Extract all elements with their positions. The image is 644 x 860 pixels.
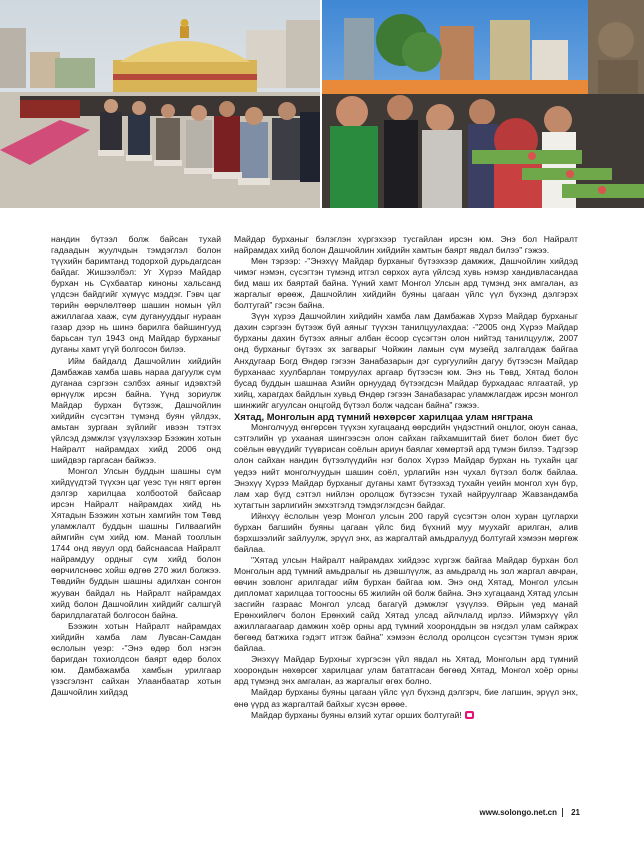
article-paragraph: Ийм байдалд Дашчойлин хийдийн Дамбажав хамба шавь нараа дагуулж сүм дуганаа сэргээн сэлбэх аяныг идэвхтэй өрнүүлж ирсэн байна. Үүнд зориулж Майдар бурхан бүтээж, Дашчойлин хийдийн сүсэгтэн түмэнд буян үйлдэх, амьтан зургаан зүйлийг ивээн тэтгэх үйлсэд дэмжлэг үзүүлэхээр Бээжин хотын Найралт найрамдах хийд 2006 онд шийдвэр гаргасан байжээ.: [51, 355, 221, 465]
ceremony-crowd-photo: [0, 0, 320, 208]
article-paragraph: Бээжин хотын Найралт найрамдах хийдийн хамба лам Лувсан-Самдан өслолын үеэр: -"Энэ өдөр бол нэгэн баригдан тохиолдсон баярт өдөр болох юм. Дамбажамба хамбын урилгаар үзэсгэлэнт сайхан Улаанбаатар хотын Дашчойлин хийдэд: [51, 620, 221, 697]
closing-text: Майдар бурханы буяны өлзий хутаг орших болтугай!: [251, 709, 462, 720]
section-heading: Хятад, Монголын ард түмний нөхөрсөг харилцаа улам нягтрана: [234, 410, 533, 422]
article-paragraph: Зүүн хүрээ Дашчойлин хийдийн хамба лам Дамбажав Хүрээ Майдар бурханыг дахин сэргээн бүтээж бүй аяныг түүхэн танилцуулахдаа: -"2005 онд Хүрээ Майдар бурханы дахин бүтээх аяныг албан ёсоор сүсэгтэн олон нийтэд танилцуулж, 2007 онд бурханыг бүтээх эх загварыг Чойжин ламын сүм музейд залгалдаж байгаа Анхдугаар Богд Өндөр гэгээн Занабазарын дэг сургуулийн дагуу бүтээсэн Майдар бурханаас хуулбарлан томруулах аргаар бүтээсэн юм. Энэ нь Төвд, Хятад болон бусад буддын шашнаа Азийн орнуудад бүтээгдсэн Майдар бурхадаас ялгаатай, ур хийц, харагдах байдлын хувьд Өндөр гэгээн Занабазарас уламжлагдаж ирсэн монгол шинжийг агуулсан онцгойд бүтээл болж чадсан байна" гэжээ.: [234, 311, 578, 410]
end-of-article-mark-icon: [465, 711, 474, 719]
article-paragraph: Монголчууд өнгөрсөн түүхэн хугацаанд өөрсдийн үндэстний онцлог, оюун санаа, сэтгэлийн үр ухааная шингээсэн олон сайхан гайхамшигтай биет болон биет бус соёлын өвүүдийг түүврисан соёлын ариун баялаг хөмөртэй ард түмэн билээ. Тэдгээр олон сайхан нандин бүтээлүүдийн нэг болох Хүрээ Майдар бурхан нь тухайн цаг үедээ нийт монголчуудын шашин соёл, урлагийн нэн чухал бүтээл болж байлаа. Энэхүү Хүрээ Майдар бурханыг дуганы хамт бүтээхэд тухайн үеийн монгол хүн бүр, лам хар бүгд сэтгэл нийлэн оролцож бүтээсэн тухай найруулгаар Жавзандамба хутагтын зарлигийн эмхэтгэлд тэмдэглэгдсэн байдаг.: [234, 422, 578, 510]
article-paragraph: нандин бүтээл болж байсан тухай гадаадын жуулчдын тэмдэглэл болон түүхийн баримтанд тодорхой дурьдагдсан байдаг. Жишээлбэл: Уг Хүрээ Майдар бурхан нь Сүхбаатар киноны хальсанд үлдсэн байдгийг хүмүүс мэддэг. Гэвч цаг төрийн өөрчлөлтөөр шашин номын үйл ажиллагаа хааж, сүм дуганууддыг нураан газар дээр нь шинэ барилга байшингууд барьсан тул 1943 онд Майдар бурханыг дуганы хамт үгүй болгосон билээ.: [51, 234, 221, 355]
article-paragraph: Мөн тэрээр: -"Энэхүү Майдар бурханыг бүтээхээр дамжиж, Дашчойлин хийдэд чимэг нэмэн, сүсэгтэн түмэнд итгэл сөрхох ауга үйлсэд хувь нэмэр хандивласандаа бид маш их баяртай байна. Үүний хамт Монгол Улсын ард түмэнд энх амгалан, аз жаргалыг өрөөж, Дашчойлин хийдийн буяны цагаан үйлс үүл бүхэнд дэлгэрэх болтугай" гэсэн байна.: [234, 256, 578, 311]
article-right-column: [234, 234, 578, 721]
page-number: 21: [571, 808, 580, 817]
photo-strip: [0, 0, 644, 208]
article-paragraph: Ийнхүү ёслолын үеэр Монгол улсын 200 гаруй сүсэгтэн олон хуран цуглархи бурхан багшийн буяны цагаан үйлс бид бүхний муу муухайг арилган, алив бэрхшээлийг зайлуулж, эрүүл энх, аз жаргалтай амьдралууд болтугай хэмээн мөргөж байлаа.: [234, 510, 578, 554]
page-footer: [460, 807, 590, 821]
footer-divider: [562, 808, 563, 817]
article-paragraph: Майдар бурханы буяны цагаан үйлс үүл бүхэнд дэлгэрч, бие лагшин, эрүүл энх, өнө үүрд аз жаргалтай байхыг хүсэн өрөөе.: [234, 687, 578, 709]
article-closing-line: [234, 710, 578, 721]
article-left-column: [51, 234, 221, 698]
article-paragraph: Майдар бурханыг бэлэглэн хүргэхээр тусгайлан ирсэн юм. Энэ бол Найралт найрамдах хийд болон Дашчойлин хийдийн хамтын баярт явдал билээ" гэжээ.: [234, 234, 578, 256]
article-paragraph: Энэхүү Майдар Бурхныг хүргэсэн үйл явдал нь Хятад, Монголын ард түмний хоорондын нөхөрсөг харилцааг улам бататгасан бөгөөд Хятад, Монгол хоёр орны ард түмэнд энх амгалан, аз жаргалыг өгөх болно.: [234, 654, 578, 687]
article-paragraph: "Хятад улсын Найралт найрамдах хийдээс хүргэж байгаа Майдар бурхан бол Монголын ард түмний амьдралыг нь дэвшлүүлж, аз амьдралд нь зол жаргал авчран, өвчин зовлонг арилгадаг ийм бурхан байгаа юм. Энэ онд Хятад, Монгол улсын дипломат харилцаа тогтоосны 65 жилийн ой болж байна. Энэ хугацаанд Хятад улсын засгийн газраас Монгол улсад багагүй дэмжлэг үзүүлээ. Өйрын үед манай Ерөнхийлөгч болон Ерөнхий сайд Хятад улсад айлчлалд ирлээ. Иймэрхүү үйл ажиллагаагаар дамжин хоёр орны ард түмний хооронддын эв нэгдэл улам сайжрах бөгөөд батжиха гэдэгт итгэж байна" хэмээн ёслолд оролцсон сүсэгтэн түмэн яриж байлаа.: [234, 554, 578, 654]
offering-crowd-photo: [322, 0, 644, 208]
website-url[interactable]: www.solongo.net.cn: [479, 808, 557, 817]
article-paragraph: Монгол Улсын буддын шашны сүм хийдүүдтэй түүхэн цаг үеэс түн нягт өргөн дэлгэр харилцаа холбоотой байсаар ирсэн Найралт найрамдах хийд нь Хятадын Бээжин хотын хамгийн том Төвд уламжлалт буддын шашны Гилваагийн аймгийн сүм хийд юм. Манай тооллын 1744 онд явуул орд байснаасаа Найралт найрамдуу ордныг сүм хийд болон өөрчилснөөс хойш өдгөө 270 жил болжээ. Төвдийн буддын шашны адилхан сонгон жууван байдал нь Найралт найрамдах хийд болон Дашчойлин хийдийг салшгүй барилдлагатай болгосон байна.: [51, 465, 221, 620]
